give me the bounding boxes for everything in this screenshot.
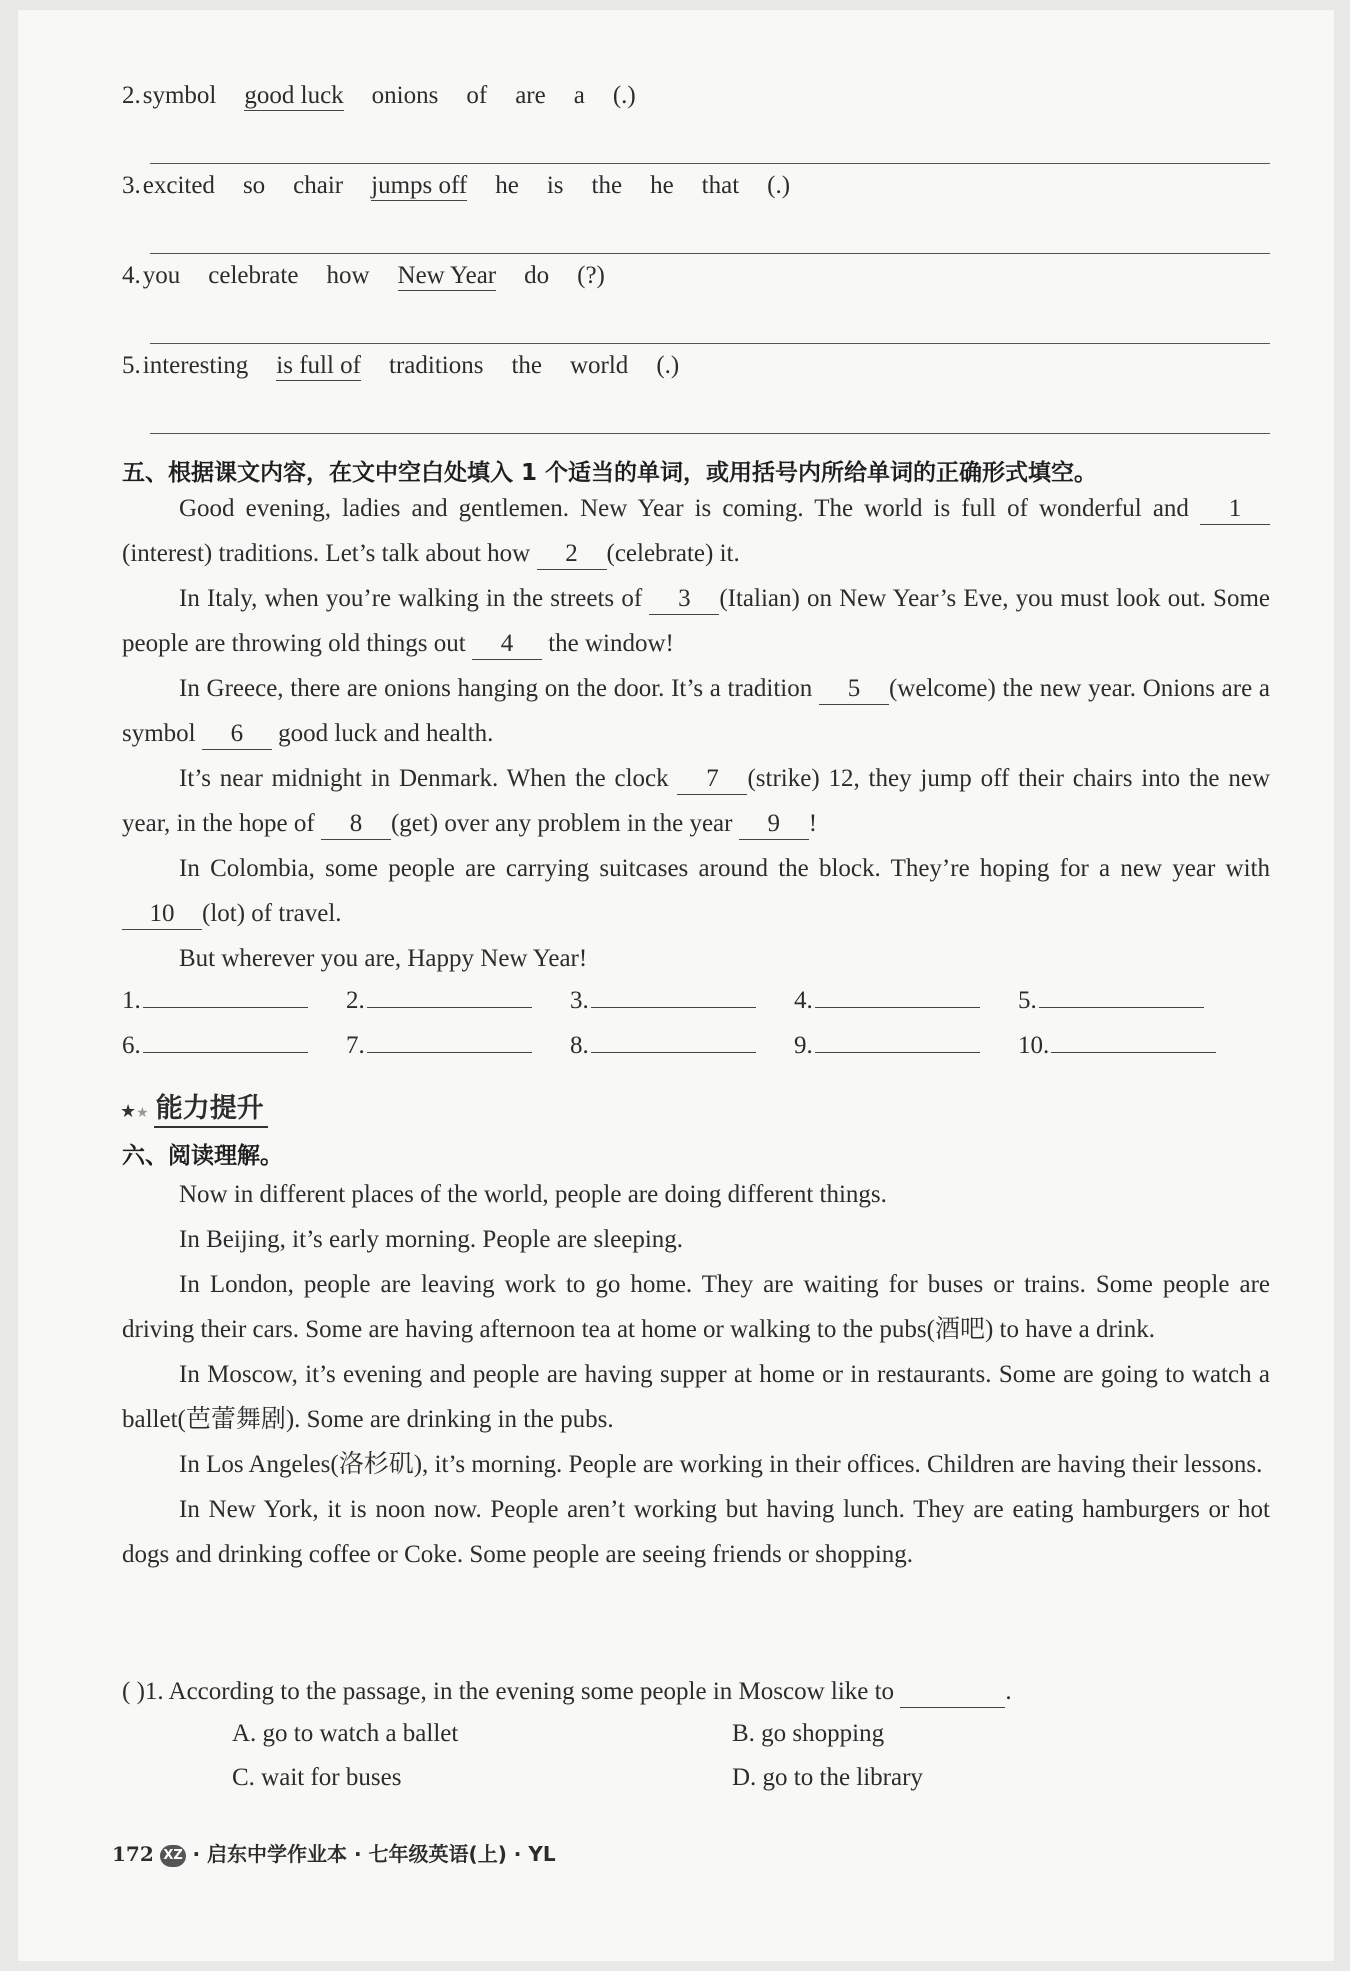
- scramble-word: (.): [656, 352, 680, 379]
- blank-3[interactable]: 3: [649, 584, 719, 615]
- blank-5[interactable]: 5: [819, 674, 889, 705]
- scramble-word: the: [511, 352, 542, 379]
- passage-text: good luck and health.: [271, 720, 494, 747]
- answer-line[interactable]: [143, 985, 308, 1008]
- scramble-word: (?): [577, 262, 605, 289]
- page-number: 172: [112, 1842, 154, 1866]
- scramble-row: [122, 172, 818, 200]
- answer-slot[interactable]: [570, 985, 756, 1015]
- passage-text: (welcome) the new year. Onions are a symbol: [122, 675, 1270, 747]
- scramble-word: do: [524, 262, 550, 289]
- passage-text: (celebrate) it.: [606, 540, 740, 567]
- blank-1[interactable]: 1: [1200, 494, 1270, 525]
- star-icon: ★: [120, 1101, 137, 1122]
- scramble-word: world: [569, 352, 629, 379]
- section5-heading: 五、根据课文内容，在文中空白处填入 1 个适当的单词，或用括号内所给单词的正确形式填空。: [122, 460, 1098, 486]
- publisher-logo: XZ: [160, 1845, 186, 1867]
- passage-paragraph: [122, 936, 1270, 981]
- scramble-word: is full of: [276, 352, 361, 379]
- answer-line[interactable]: [143, 1030, 308, 1053]
- section6-heading: 六、阅读理解。: [122, 1143, 283, 1169]
- answer-label: 5.: [1018, 987, 1037, 1014]
- answer-label: 9.: [794, 1032, 813, 1059]
- page-footer: [112, 1838, 556, 1867]
- passage-text: Good evening, ladies and gentlemen. New Year is coming. The world is full of wonderful and: [179, 495, 1200, 522]
- answer-line[interactable]: [591, 985, 756, 1008]
- scramble-word: (.): [767, 172, 791, 199]
- scramble-word: he: [495, 172, 519, 199]
- blank-4[interactable]: 4: [472, 629, 542, 660]
- passage-text: !: [808, 810, 818, 837]
- answer-label: 1.: [122, 987, 141, 1014]
- answer-label: 10.: [1018, 1032, 1050, 1059]
- passage-paragraph: [122, 846, 1270, 936]
- scramble-word: the: [591, 172, 623, 199]
- passage-text: In Colombia, some people are carrying suitcases around the block. They’re hoping for a new year with: [179, 855, 1270, 882]
- blank-10[interactable]: 10: [122, 899, 202, 930]
- item-number: 2.: [122, 82, 141, 109]
- answer-slot[interactable]: [1018, 985, 1204, 1015]
- answer-label: 8.: [570, 1032, 589, 1059]
- answer-slot[interactable]: [1018, 1030, 1216, 1060]
- passage-paragraph: In London, people are leaving work to go home. They are waiting for buses or trains. Some people are driving their cars. Some are having afternoon tea at home or walking to the pubs(酒吧) to have a drink.: [122, 1271, 1270, 1343]
- answer-line[interactable]: [1051, 1030, 1216, 1053]
- section5-passage: [122, 486, 1270, 981]
- scramble-word: good luck: [244, 82, 344, 109]
- answer-label: 6.: [122, 1032, 141, 1059]
- blank-9[interactable]: 9: [739, 809, 809, 840]
- passage-text: In Greece, there are onions hanging on the door. It’s a tradition: [179, 675, 819, 702]
- answer-slot[interactable]: [794, 985, 980, 1015]
- passage-text: In Italy, when you’re walking in the streets of: [179, 585, 650, 612]
- passage-text: (strike) 12, they jump off their chairs into the new year, in the hope of: [122, 765, 1270, 837]
- answer-label: 4.: [794, 987, 813, 1014]
- answer-slot[interactable]: [122, 1030, 308, 1060]
- answer-paren[interactable]: ( ): [122, 1678, 145, 1705]
- scramble-word: traditions: [389, 352, 484, 379]
- passage-paragraph: In Los Angeles(洛杉矶), it’s morning. People are working in their offices. Children are having their lessons.: [179, 1451, 1263, 1478]
- answer-slot[interactable]: [794, 1030, 980, 1060]
- scramble-word: New Year: [397, 262, 497, 289]
- scramble-word: chair: [293, 172, 344, 199]
- scramble-word: how: [326, 262, 370, 289]
- option-d[interactable]: D. go to the library: [732, 1764, 923, 1791]
- scramble-word: onions: [371, 82, 439, 109]
- passage-paragraph: [122, 486, 1270, 576]
- banner-title: 能力提升: [154, 1093, 268, 1128]
- answer-line[interactable]: [150, 343, 1270, 344]
- scramble-row: [122, 352, 707, 380]
- answer-line[interactable]: [815, 1030, 980, 1053]
- passage-text: (get) over any problem in the year: [390, 810, 739, 837]
- passage-paragraph: [122, 666, 1270, 756]
- scramble-word: that: [701, 172, 740, 199]
- blank-8[interactable]: 8: [321, 809, 391, 840]
- answer-line[interactable]: [150, 433, 1270, 434]
- question-stem: 1. According to the passage, in the evening some people in Moscow like to: [144, 1678, 901, 1705]
- passage-text: But wherever you are, Happy New Year!: [179, 945, 588, 972]
- scramble-word: so: [242, 172, 266, 199]
- option-c[interactable]: C. wait for buses: [232, 1764, 402, 1791]
- star-icon: ★: [136, 1105, 149, 1121]
- scramble-word: he: [650, 172, 674, 199]
- scramble-word: of: [466, 82, 488, 109]
- blank-7[interactable]: 7: [677, 764, 747, 795]
- answer-label: 2.: [346, 987, 365, 1014]
- option-b[interactable]: B. go shopping: [732, 1720, 885, 1747]
- scramble-word: celebrate: [208, 262, 299, 289]
- scramble-word: jumps off: [371, 172, 468, 199]
- section-banner: [120, 1086, 268, 1125]
- blank-6[interactable]: 6: [202, 719, 272, 750]
- answer-slot[interactable]: [346, 1030, 532, 1060]
- footer-title: · 启东中学作业本 · 七年级英语(上) · YL: [192, 1842, 556, 1866]
- passage-paragraph: In Beijing, it’s early morning. People are sleeping.: [179, 1226, 684, 1253]
- answer-slot[interactable]: [570, 1030, 756, 1060]
- scramble-word: a: [573, 82, 585, 109]
- passage-text: (Italian) on New Year’s Eve, you must look out. Some people are throwing old things out: [122, 585, 1271, 657]
- passage-paragraph: In New York, it is noon now. People aren’t working but having lunch. They are eating hamburgers or hot dogs and drinking coffee or Coke. Some people are seeing friends or shopping.: [122, 1496, 1270, 1568]
- item-number: 5.: [122, 352, 141, 379]
- answer-line[interactable]: [591, 1030, 756, 1053]
- scramble-word: symbol: [142, 82, 217, 109]
- scramble-row: [122, 82, 664, 110]
- item-number: 3.: [122, 172, 141, 199]
- passage-paragraph: [122, 576, 1270, 666]
- section6-passage: [122, 1172, 1270, 1577]
- answer-label: 3.: [570, 987, 589, 1014]
- scramble-word: (.): [612, 82, 636, 109]
- answer-label: 7.: [346, 1032, 365, 1059]
- passage-paragraph: In Moscow, it’s evening and people are having supper at home or in restaurants. Some are going to watch a ballet(芭蕾舞剧). Some are drinking in the pubs.: [122, 1361, 1270, 1433]
- answer-line[interactable]: [150, 163, 1270, 164]
- answer-line[interactable]: [1039, 985, 1204, 1008]
- question-blank: [900, 1677, 1005, 1708]
- answer-slot[interactable]: [346, 985, 532, 1015]
- question-1: [122, 1677, 1012, 1708]
- blank-2[interactable]: 2: [537, 539, 607, 570]
- passage-text: It’s near midnight in Denmark. When the clock: [179, 765, 678, 792]
- passage-text: (lot) of travel.: [202, 900, 342, 927]
- answer-line[interactable]: [367, 1030, 532, 1053]
- answer-line[interactable]: [815, 985, 980, 1008]
- scramble-word: is: [546, 172, 564, 199]
- scramble-word: interesting: [142, 352, 249, 379]
- passage-text: the window!: [541, 630, 674, 657]
- answer-line[interactable]: [367, 985, 532, 1008]
- passage-text: (interest) traditions. Let’s talk about how: [122, 540, 537, 567]
- passage-paragraph: [122, 756, 1270, 846]
- item-number: 4.: [122, 262, 141, 289]
- answer-line[interactable]: [150, 253, 1270, 254]
- option-a[interactable]: A. go to watch a ballet: [232, 1720, 459, 1747]
- passage-paragraph: Now in different places of the world, people are doing different things.: [179, 1181, 887, 1208]
- scramble-word: are: [515, 82, 546, 109]
- scramble-word: you: [142, 262, 181, 289]
- scramble-word: excited: [142, 172, 215, 199]
- question-end: .: [1005, 1678, 1012, 1705]
- scramble-row: [122, 262, 633, 290]
- answer-slot[interactable]: [122, 985, 308, 1015]
